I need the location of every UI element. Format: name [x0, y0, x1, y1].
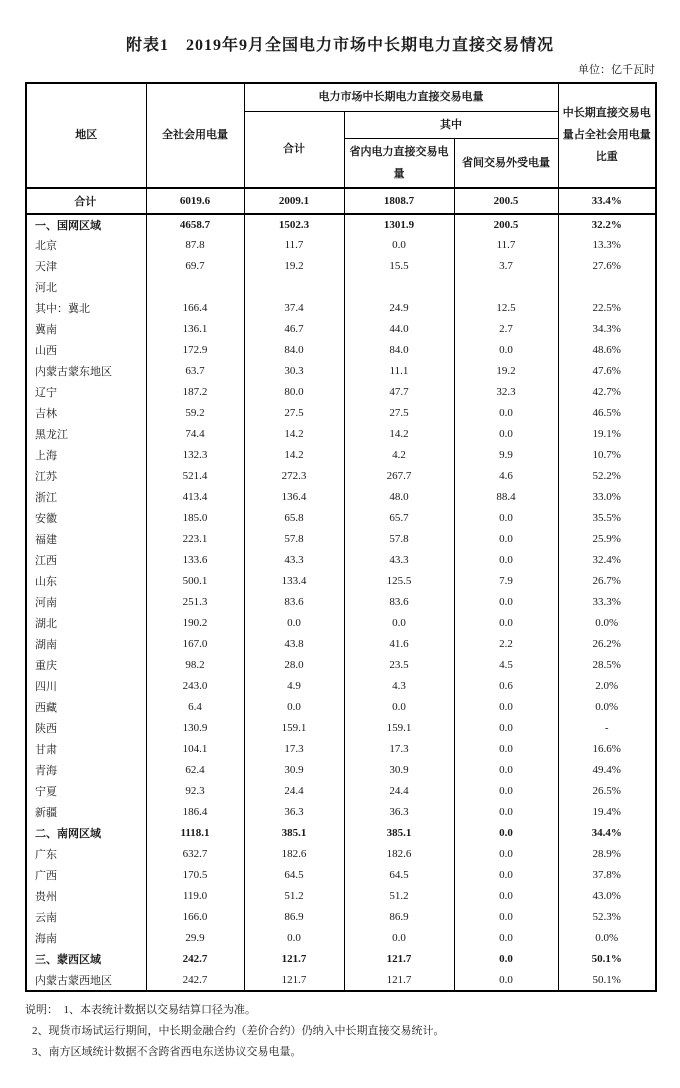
- value-cell-inter-provincial: 0.0: [454, 949, 558, 970]
- region-cell: 青海: [26, 760, 146, 781]
- value-cell-ratio: 28.5%: [558, 655, 656, 676]
- region-cell: 江苏: [26, 466, 146, 487]
- value-cell-intra-provincial: 47.7: [344, 382, 454, 403]
- value-cell-ratio: 27.6%: [558, 256, 656, 277]
- value-cell-ratio: 25.9%: [558, 529, 656, 550]
- value-cell-subtotal: 37.4: [244, 298, 344, 319]
- region-cell: 上海: [26, 445, 146, 466]
- value-cell-inter-provincial: 0.0: [454, 886, 558, 907]
- header-market-group: 电力市场中长期电力直接交易电量: [244, 83, 558, 111]
- region-cell: 江西: [26, 550, 146, 571]
- value-cell-ratio: 50.1%: [558, 970, 656, 991]
- value-cell-intra-provincial: 14.2: [344, 424, 454, 445]
- note-line: 3、南方区域统计数据不含跨省西电东送协议交易电量。: [32, 1045, 302, 1058]
- value-cell-total-consumption: 6.4: [146, 697, 244, 718]
- table-row: [26, 466, 656, 487]
- value-cell-total-consumption: 4658.7: [146, 214, 244, 235]
- value-cell-ratio: 48.6%: [558, 340, 656, 361]
- region-cell: 广西: [26, 865, 146, 886]
- value-cell-ratio: 16.6%: [558, 739, 656, 760]
- power-trading-table: [25, 82, 657, 992]
- value-cell-intra-provincial: 64.5: [344, 865, 454, 886]
- value-cell-ratio: 52.3%: [558, 907, 656, 928]
- table-body: [26, 188, 656, 991]
- value-cell-subtotal: 43.3: [244, 550, 344, 571]
- table-row: [26, 340, 656, 361]
- value-cell-inter-provincial: 0.0: [454, 529, 558, 550]
- region-cell: 冀南: [26, 319, 146, 340]
- value-cell-intra-provincial: 36.3: [344, 802, 454, 823]
- table-row: [26, 613, 656, 634]
- value-cell-inter-provincial: 19.2: [454, 361, 558, 382]
- value-cell-ratio: 19.1%: [558, 424, 656, 445]
- value-cell-subtotal: 36.3: [244, 802, 344, 823]
- value-cell-ratio: 49.4%: [558, 760, 656, 781]
- value-cell-total-consumption: 185.0: [146, 508, 244, 529]
- value-cell-intra-provincial: [344, 277, 454, 298]
- value-cell-inter-provincial: 0.0: [454, 907, 558, 928]
- value-cell-intra-provincial: 4.3: [344, 676, 454, 697]
- table-row: [26, 550, 656, 571]
- table-row: [26, 949, 656, 970]
- table-row: [26, 886, 656, 907]
- table-row: [26, 529, 656, 550]
- region-cell: 重庆: [26, 655, 146, 676]
- value-cell-subtotal: 30.3: [244, 361, 344, 382]
- value-cell-ratio: 32.2%: [558, 214, 656, 235]
- value-cell-subtotal: 272.3: [244, 466, 344, 487]
- value-cell-subtotal: 0.0: [244, 697, 344, 718]
- value-cell-total-consumption: 190.2: [146, 613, 244, 634]
- table-row: [26, 781, 656, 802]
- value-cell-ratio: 33.3%: [558, 592, 656, 613]
- value-cell-subtotal: 14.2: [244, 445, 344, 466]
- value-cell-total-consumption: 132.3: [146, 445, 244, 466]
- table-row: [26, 592, 656, 613]
- region-cell: 广东: [26, 844, 146, 865]
- value-cell-ratio: -: [558, 718, 656, 739]
- value-cell-inter-provincial: 2.7: [454, 319, 558, 340]
- value-cell-subtotal: 14.2: [244, 424, 344, 445]
- value-cell-inter-provincial: 9.9: [454, 445, 558, 466]
- value-cell-total-consumption: 136.1: [146, 319, 244, 340]
- value-cell-inter-provincial: 0.0: [454, 739, 558, 760]
- value-cell-total-consumption: 63.7: [146, 361, 244, 382]
- region-cell: 四川: [26, 676, 146, 697]
- value-cell-total-consumption: 187.2: [146, 382, 244, 403]
- value-cell-intra-provincial: 121.7: [344, 970, 454, 991]
- table-row: [26, 214, 656, 235]
- value-cell-total-consumption: 87.8: [146, 235, 244, 256]
- value-cell-total-consumption: 172.9: [146, 340, 244, 361]
- value-cell-intra-provincial: 24.4: [344, 781, 454, 802]
- value-cell-inter-provincial: 12.5: [454, 298, 558, 319]
- value-cell-intra-provincial: 4.2: [344, 445, 454, 466]
- value-cell-total-consumption: 223.1: [146, 529, 244, 550]
- value-cell-total-consumption: 130.9: [146, 718, 244, 739]
- value-cell-subtotal: 65.8: [244, 508, 344, 529]
- value-cell-inter-provincial: 0.0: [454, 340, 558, 361]
- value-cell-intra-provincial: 125.5: [344, 571, 454, 592]
- table-row: [26, 634, 656, 655]
- table-row: [26, 277, 656, 298]
- value-cell-total-consumption: 167.0: [146, 634, 244, 655]
- value-cell-total-consumption: 119.0: [146, 886, 244, 907]
- region-cell: 安徽: [26, 508, 146, 529]
- value-cell-intra-provincial: 57.8: [344, 529, 454, 550]
- value-cell-total-consumption: 29.9: [146, 928, 244, 949]
- table-row: [26, 718, 656, 739]
- value-cell-total-consumption: 6019.6: [146, 188, 244, 214]
- table-row: [26, 676, 656, 697]
- value-cell-intra-provincial: 15.5: [344, 256, 454, 277]
- table-row: [26, 188, 656, 214]
- value-cell-total-consumption: 243.0: [146, 676, 244, 697]
- value-cell-intra-provincial: 121.7: [344, 949, 454, 970]
- value-cell-total-consumption: 104.1: [146, 739, 244, 760]
- table-row: [26, 361, 656, 382]
- value-cell-total-consumption: 98.2: [146, 655, 244, 676]
- region-cell: 云南: [26, 907, 146, 928]
- region-cell: 黑龙江: [26, 424, 146, 445]
- region-cell: 辽宁: [26, 382, 146, 403]
- value-cell-total-consumption: 632.7: [146, 844, 244, 865]
- header-intra-provincial: 省内电力直接交易电量: [344, 138, 454, 188]
- value-cell-intra-provincial: 41.6: [344, 634, 454, 655]
- region-cell: 三、蒙西区域: [26, 949, 146, 970]
- value-cell-total-consumption: 186.4: [146, 802, 244, 823]
- value-cell-ratio: 52.2%: [558, 466, 656, 487]
- header-total-consumption: 全社会用电量: [146, 83, 244, 188]
- table-row: [26, 739, 656, 760]
- value-cell-ratio: 26.5%: [558, 781, 656, 802]
- value-cell-subtotal: 83.6: [244, 592, 344, 613]
- value-cell-subtotal: 0.0: [244, 613, 344, 634]
- value-cell-total-consumption: 521.4: [146, 466, 244, 487]
- value-cell-ratio: 33.0%: [558, 487, 656, 508]
- table-row: [26, 970, 656, 991]
- value-cell-ratio: 0.0%: [558, 928, 656, 949]
- value-cell-inter-provincial: 0.0: [454, 844, 558, 865]
- region-cell: 湖南: [26, 634, 146, 655]
- value-cell-total-consumption: 92.3: [146, 781, 244, 802]
- value-cell-intra-provincial: 182.6: [344, 844, 454, 865]
- value-cell-inter-provincial: 2.2: [454, 634, 558, 655]
- value-cell-subtotal: [244, 277, 344, 298]
- region-cell: 陕西: [26, 718, 146, 739]
- value-cell-subtotal: 121.7: [244, 970, 344, 991]
- table-row: [26, 655, 656, 676]
- value-cell-subtotal: 2009.1: [244, 188, 344, 214]
- note-line: 说明： 1、本表统计数据以交易结算口径为准。: [25, 1003, 256, 1016]
- region-cell: 二、南网区域: [26, 823, 146, 844]
- value-cell-ratio: 19.4%: [558, 802, 656, 823]
- value-cell-subtotal: 46.7: [244, 319, 344, 340]
- value-cell-intra-provincial: 17.3: [344, 739, 454, 760]
- table-row: [26, 424, 656, 445]
- value-cell-ratio: 0.0%: [558, 697, 656, 718]
- value-cell-intra-provincial: 1808.7: [344, 188, 454, 214]
- header-inter-provincial: 省间交易外受电量: [454, 138, 558, 188]
- value-cell-ratio: 13.3%: [558, 235, 656, 256]
- value-cell-inter-provincial: 200.5: [454, 214, 558, 235]
- value-cell-total-consumption: [146, 277, 244, 298]
- value-cell-subtotal: 86.9: [244, 907, 344, 928]
- region-cell: 一、国网区域: [26, 214, 146, 235]
- notes: [25, 1000, 680, 1063]
- value-cell-inter-provincial: 0.0: [454, 697, 558, 718]
- value-cell-inter-provincial: 11.7: [454, 235, 558, 256]
- table-row: [26, 298, 656, 319]
- value-cell-total-consumption: 242.7: [146, 949, 244, 970]
- table-row: [26, 865, 656, 886]
- table-row: [26, 235, 656, 256]
- region-cell: 其中：冀北: [26, 298, 146, 319]
- region-cell: 贵州: [26, 886, 146, 907]
- table-row: [26, 487, 656, 508]
- header-region: 地区: [26, 83, 146, 188]
- unit-label: 单位：亿千瓦时: [578, 64, 655, 76]
- table-row: [26, 256, 656, 277]
- value-cell-inter-provincial: 200.5: [454, 188, 558, 214]
- value-cell-ratio: 22.5%: [558, 298, 656, 319]
- value-cell-total-consumption: 74.4: [146, 424, 244, 445]
- value-cell-subtotal: 84.0: [244, 340, 344, 361]
- value-cell-subtotal: 24.4: [244, 781, 344, 802]
- value-cell-inter-provincial: 0.0: [454, 802, 558, 823]
- value-cell-subtotal: 51.2: [244, 886, 344, 907]
- value-cell-total-consumption: 133.6: [146, 550, 244, 571]
- value-cell-inter-provincial: 3.7: [454, 256, 558, 277]
- value-cell-inter-provincial: 0.0: [454, 718, 558, 739]
- value-cell-inter-provincial: 32.3: [454, 382, 558, 403]
- header-subtotal: 合计: [244, 111, 344, 188]
- value-cell-intra-provincial: 83.6: [344, 592, 454, 613]
- value-cell-ratio: [558, 277, 656, 298]
- value-cell-ratio: 2.0%: [558, 676, 656, 697]
- note-line: 2、现货市场试运行期间，中长期金融合约（差价合约）仍纳入中长期直接交易统计。: [32, 1024, 445, 1037]
- value-cell-ratio: 34.3%: [558, 319, 656, 340]
- value-cell-ratio: 32.4%: [558, 550, 656, 571]
- value-cell-inter-provincial: 0.0: [454, 823, 558, 844]
- value-cell-intra-provincial: 11.1: [344, 361, 454, 382]
- value-cell-ratio: 28.9%: [558, 844, 656, 865]
- value-cell-subtotal: 159.1: [244, 718, 344, 739]
- value-cell-intra-provincial: 86.9: [344, 907, 454, 928]
- region-cell: 海南: [26, 928, 146, 949]
- region-cell: 吉林: [26, 403, 146, 424]
- region-cell: 甘肃: [26, 739, 146, 760]
- value-cell-intra-provincial: 27.5: [344, 403, 454, 424]
- value-cell-intra-provincial: 65.7: [344, 508, 454, 529]
- value-cell-subtotal: 4.9: [244, 676, 344, 697]
- region-cell: 山东: [26, 571, 146, 592]
- value-cell-intra-provincial: 0.0: [344, 697, 454, 718]
- value-cell-ratio: 50.1%: [558, 949, 656, 970]
- header-of-which: 其中: [344, 111, 558, 138]
- value-cell-total-consumption: 166.4: [146, 298, 244, 319]
- region-cell: 山西: [26, 340, 146, 361]
- table-row: [26, 907, 656, 928]
- table-header: [26, 83, 656, 188]
- value-cell-subtotal: 0.0: [244, 928, 344, 949]
- value-cell-total-consumption: 69.7: [146, 256, 244, 277]
- value-cell-intra-provincial: 30.9: [344, 760, 454, 781]
- value-cell-inter-provincial: 0.0: [454, 928, 558, 949]
- table-row: [26, 823, 656, 844]
- value-cell-total-consumption: 170.5: [146, 865, 244, 886]
- value-cell-intra-provincial: 159.1: [344, 718, 454, 739]
- table-row: [26, 844, 656, 865]
- value-cell-subtotal: 80.0: [244, 382, 344, 403]
- value-cell-intra-provincial: 23.5: [344, 655, 454, 676]
- value-cell-intra-provincial: 267.7: [344, 466, 454, 487]
- page-title: 附表1 2019年9月全国电力市场中长期电力直接交易情况: [125, 37, 554, 54]
- table-row: [26, 571, 656, 592]
- value-cell-subtotal: 30.9: [244, 760, 344, 781]
- value-cell-ratio: 26.7%: [558, 571, 656, 592]
- region-cell: 湖北: [26, 613, 146, 634]
- region-cell: 西藏: [26, 697, 146, 718]
- table-row: [26, 802, 656, 823]
- value-cell-ratio: 47.6%: [558, 361, 656, 382]
- value-cell-total-consumption: 413.4: [146, 487, 244, 508]
- value-cell-inter-provincial: [454, 277, 558, 298]
- value-cell-ratio: 37.8%: [558, 865, 656, 886]
- value-cell-ratio: 34.4%: [558, 823, 656, 844]
- value-cell-subtotal: 385.1: [244, 823, 344, 844]
- value-cell-subtotal: 19.2: [244, 256, 344, 277]
- value-cell-inter-provincial: 0.0: [454, 613, 558, 634]
- value-cell-inter-provincial: 88.4: [454, 487, 558, 508]
- value-cell-inter-provincial: 0.0: [454, 970, 558, 991]
- value-cell-total-consumption: 1118.1: [146, 823, 244, 844]
- value-cell-ratio: 10.7%: [558, 445, 656, 466]
- table-row: [26, 508, 656, 529]
- table-row: [26, 319, 656, 340]
- value-cell-total-consumption: 242.7: [146, 970, 244, 991]
- value-cell-ratio: 0.0%: [558, 613, 656, 634]
- region-cell: 宁夏: [26, 781, 146, 802]
- value-cell-subtotal: 1502.3: [244, 214, 344, 235]
- region-cell: 内蒙古蒙东地区: [26, 361, 146, 382]
- value-cell-inter-provincial: 0.0: [454, 592, 558, 613]
- value-cell-inter-provincial: 0.0: [454, 781, 558, 802]
- value-cell-subtotal: 133.4: [244, 571, 344, 592]
- value-cell-intra-provincial: 385.1: [344, 823, 454, 844]
- value-cell-inter-provincial: 0.0: [454, 865, 558, 886]
- region-cell: 福建: [26, 529, 146, 550]
- region-cell: 新疆: [26, 802, 146, 823]
- value-cell-subtotal: 28.0: [244, 655, 344, 676]
- region-cell: 内蒙古蒙西地区: [26, 970, 146, 991]
- value-cell-intra-provincial: 43.3: [344, 550, 454, 571]
- value-cell-inter-provincial: 0.0: [454, 508, 558, 529]
- region-cell: 天津: [26, 256, 146, 277]
- value-cell-intra-provincial: 1301.9: [344, 214, 454, 235]
- region-cell: 河南: [26, 592, 146, 613]
- value-cell-inter-provincial: 0.0: [454, 760, 558, 781]
- value-cell-subtotal: 17.3: [244, 739, 344, 760]
- value-cell-subtotal: 57.8: [244, 529, 344, 550]
- value-cell-inter-provincial: 0.6: [454, 676, 558, 697]
- region-cell: 浙江: [26, 487, 146, 508]
- value-cell-ratio: 26.2%: [558, 634, 656, 655]
- value-cell-total-consumption: 59.2: [146, 403, 244, 424]
- value-cell-intra-provincial: 0.0: [344, 235, 454, 256]
- value-cell-subtotal: 64.5: [244, 865, 344, 886]
- value-cell-total-consumption: 251.3: [146, 592, 244, 613]
- value-cell-total-consumption: 500.1: [146, 571, 244, 592]
- value-cell-inter-provincial: 7.9: [454, 571, 558, 592]
- value-cell-total-consumption: 166.0: [146, 907, 244, 928]
- region-cell: 北京: [26, 235, 146, 256]
- value-cell-intra-provincial: 0.0: [344, 928, 454, 949]
- region-cell: 合计: [26, 188, 146, 214]
- value-cell-subtotal: 136.4: [244, 487, 344, 508]
- value-cell-intra-provincial: 48.0: [344, 487, 454, 508]
- region-cell: 河北: [26, 277, 146, 298]
- value-cell-inter-provincial: 0.0: [454, 403, 558, 424]
- value-cell-inter-provincial: 4.5: [454, 655, 558, 676]
- table-row: [26, 445, 656, 466]
- value-cell-total-consumption: 62.4: [146, 760, 244, 781]
- value-cell-inter-provincial: 4.6: [454, 466, 558, 487]
- value-cell-intra-provincial: 84.0: [344, 340, 454, 361]
- value-cell-subtotal: 43.8: [244, 634, 344, 655]
- table-row: [26, 760, 656, 781]
- value-cell-ratio: 46.5%: [558, 403, 656, 424]
- value-cell-inter-provincial: 0.0: [454, 550, 558, 571]
- table-row: [26, 403, 656, 424]
- value-cell-subtotal: 182.6: [244, 844, 344, 865]
- table-row: [26, 382, 656, 403]
- value-cell-subtotal: 121.7: [244, 949, 344, 970]
- value-cell-intra-provincial: 51.2: [344, 886, 454, 907]
- value-cell-subtotal: 11.7: [244, 235, 344, 256]
- value-cell-ratio: 33.4%: [558, 188, 656, 214]
- value-cell-intra-provincial: 0.0: [344, 613, 454, 634]
- value-cell-subtotal: 27.5: [244, 403, 344, 424]
- table-row: [26, 697, 656, 718]
- table-row: [26, 928, 656, 949]
- value-cell-ratio: 43.0%: [558, 886, 656, 907]
- value-cell-intra-provincial: 24.9: [344, 298, 454, 319]
- value-cell-inter-provincial: 0.0: [454, 424, 558, 445]
- value-cell-intra-provincial: 44.0: [344, 319, 454, 340]
- value-cell-ratio: 35.5%: [558, 508, 656, 529]
- value-cell-ratio: 42.7%: [558, 382, 656, 403]
- header-ratio: 中长期直接交易电量占全社会用电量比重: [558, 83, 656, 188]
